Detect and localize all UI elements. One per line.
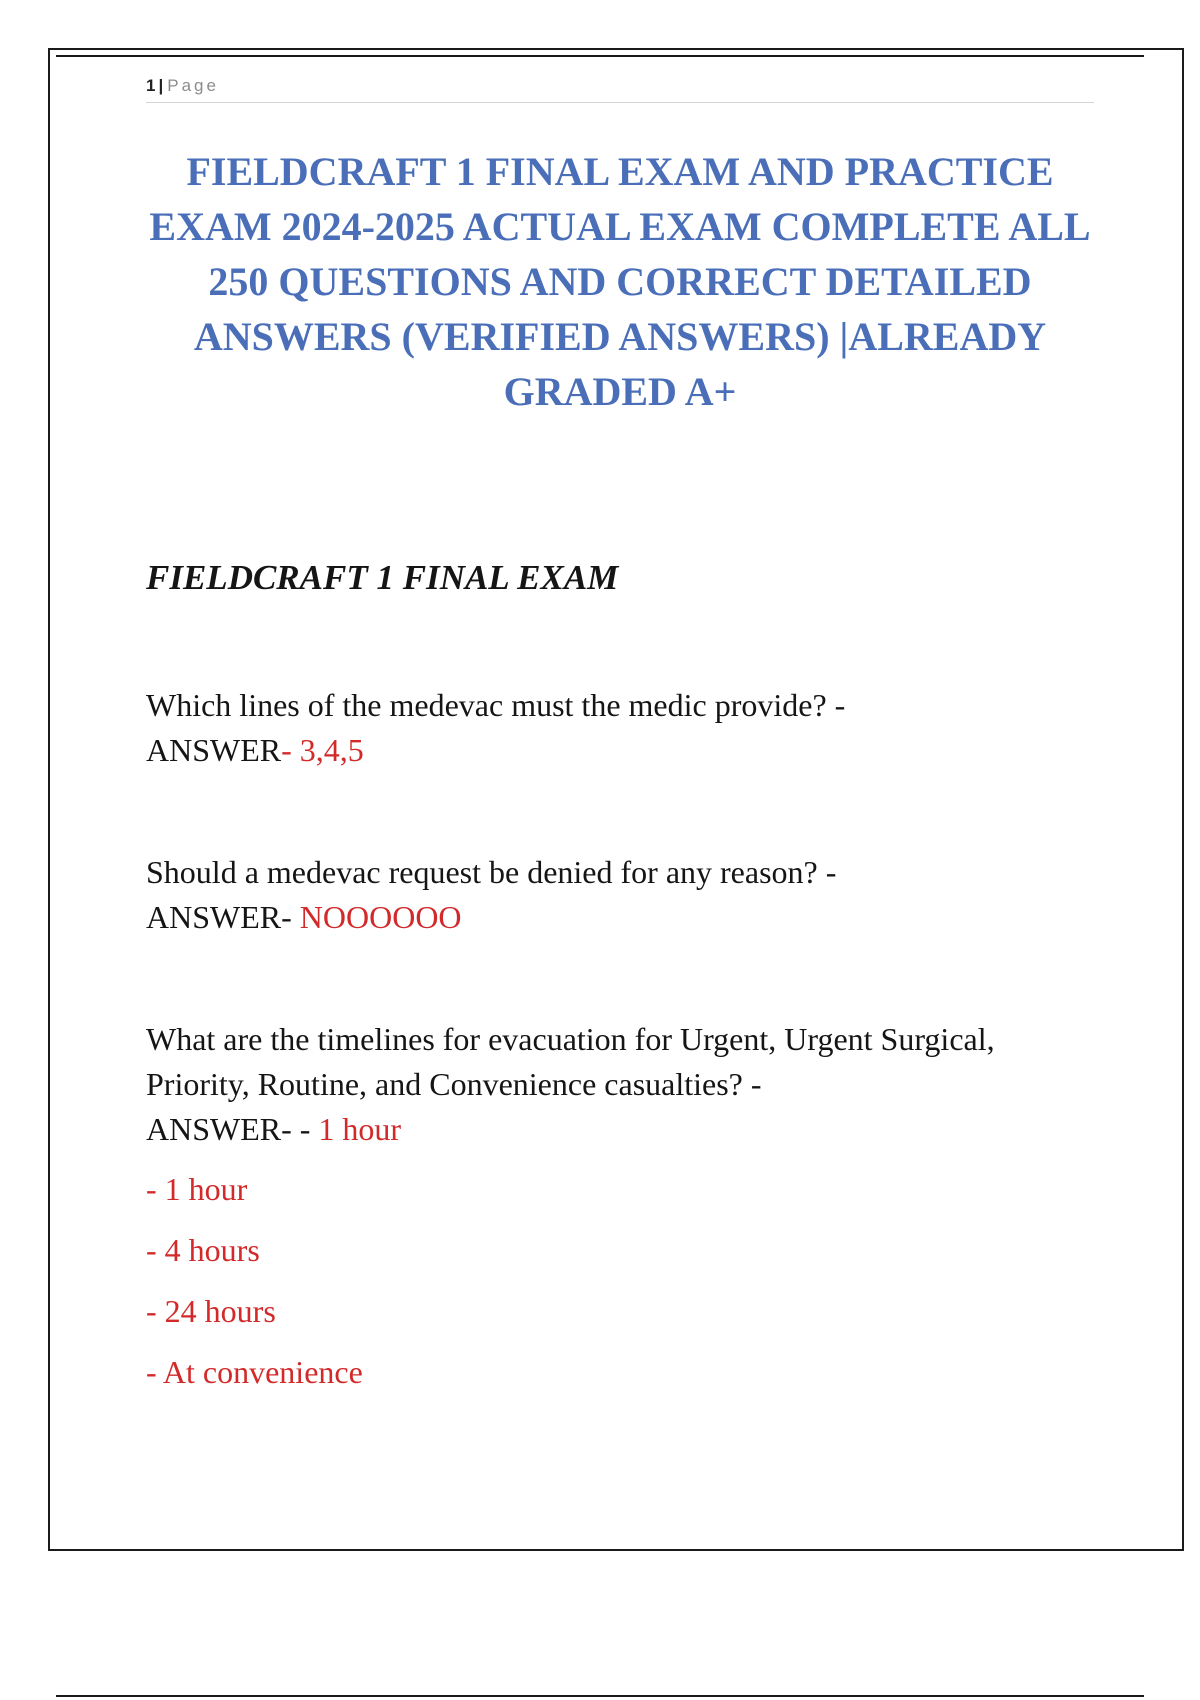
- answer-prefix: ANSWER: [146, 732, 282, 768]
- section-heading: FIELDCRAFT 1 FINAL EXAM: [146, 558, 619, 597]
- answer-prefix: ANSWER- -: [146, 1111, 319, 1147]
- page-number: 1: [146, 76, 156, 95]
- top-rule: [56, 55, 1144, 57]
- list-item: - At convenience: [146, 1354, 363, 1390]
- answer-text: NOOOOOO: [291, 899, 462, 935]
- page-label: Page: [167, 76, 219, 95]
- bottom-rule: [56, 1695, 1144, 1697]
- answer-text: - 3,4,5: [281, 732, 364, 768]
- question-text: What are the timelines for evacuation for Urgent, Urgent Surgical, Priority, Routine, and Convenience casualties? -: [146, 1021, 995, 1102]
- list-item: - 4 hours: [146, 1232, 260, 1268]
- question-text: Should a medevac request be denied for any reason? -: [146, 854, 837, 890]
- question-text: Which lines of the medevac must the medic provide? -: [146, 687, 846, 723]
- answer-prefix: ANSWER-: [146, 899, 292, 935]
- question-block-2: [146, 850, 1046, 940]
- document-title: FIELDCRAFT 1 FINAL EXAM AND PRACTICE EXAM 2024-2025 ACTUAL EXAM COMPLETE ALL 250 QUESTIONS AND CORRECT DETAILED ANSWERS (VERIFIED ANSWERS) |ALREADY GRADED A+: [149, 149, 1091, 414]
- page-header: [146, 74, 1094, 103]
- answer-text: 1 hour: [318, 1111, 402, 1147]
- list-item: - 24 hours: [146, 1293, 276, 1329]
- question-block-3: [146, 1017, 1046, 1152]
- page-separator: |: [158, 76, 164, 95]
- answer-list: [146, 1167, 363, 1411]
- question-block-1: [146, 683, 1046, 773]
- list-item: - 1 hour: [146, 1171, 248, 1207]
